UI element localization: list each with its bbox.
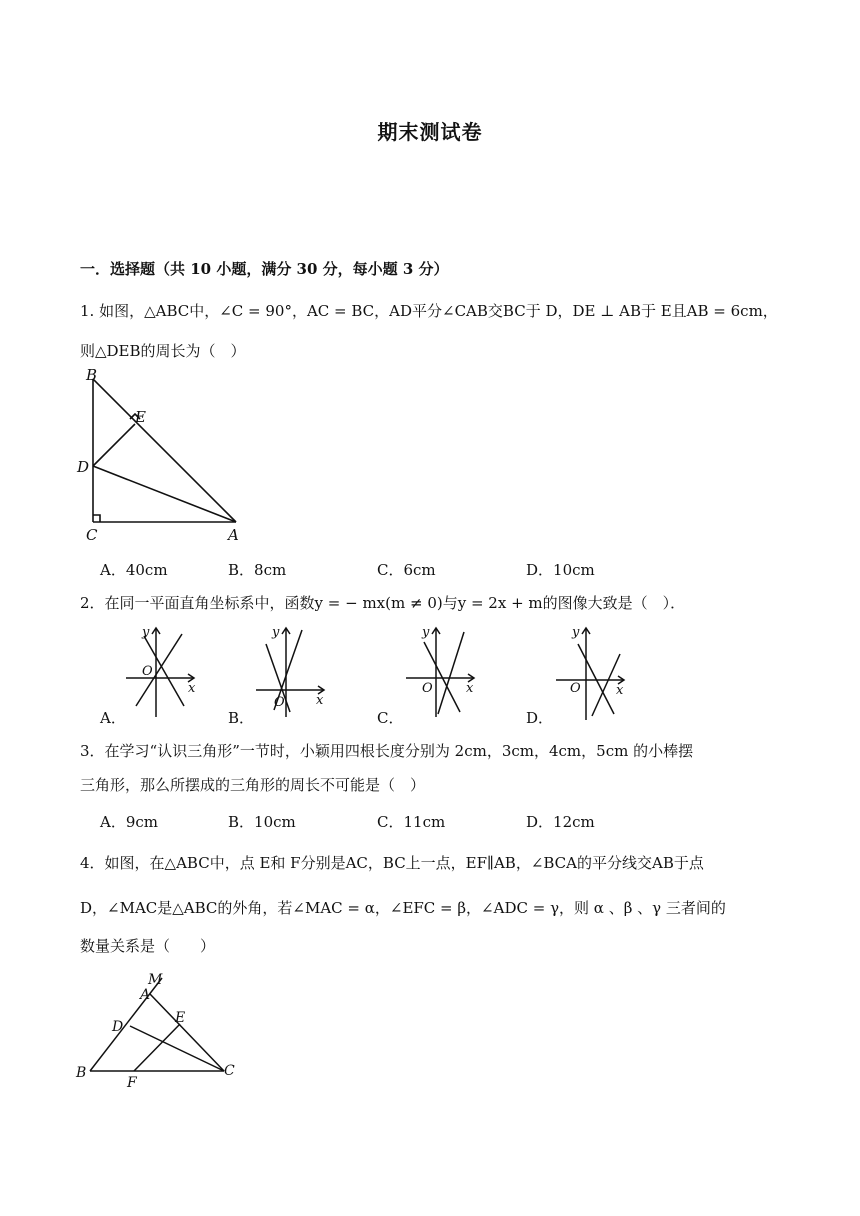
q4-label-M: M — [148, 972, 163, 988]
q1-label-B: B — [86, 366, 98, 384]
q2-option-a: A． — [100, 709, 126, 727]
q2c-origin: O — [422, 681, 433, 696]
q4-triangle-figure — [74, 966, 244, 1091]
q1-option-b: B．8cm — [228, 561, 287, 579]
q1-label-D: D — [77, 458, 90, 476]
q4-label-C: C — [224, 1063, 235, 1079]
q3-stem-line2: 三角形，那么所摆成的三角形的周长不可能是（ ） — [80, 776, 426, 794]
q3-stem-line1: 3．在学习“认识三角形”一节时，小颖用四根长度分别为 2cm，3cm，4cm，5cm 的小棒摆 — [80, 742, 694, 760]
q2-graph-d — [552, 620, 632, 720]
q2-option-c: C． — [377, 709, 404, 727]
q2d-origin: O — [570, 681, 581, 696]
q4-label-B: B — [76, 1065, 87, 1081]
q3-option-c: C．11cm — [377, 813, 446, 831]
q2-graph-c — [402, 620, 482, 720]
q2c-axis-y: y — [422, 625, 430, 640]
q1-option-a: A．40cm — [100, 561, 168, 579]
q4-stem-line3: 数量关系是（ ） — [80, 937, 216, 955]
q2d-axis-x: x — [616, 683, 624, 698]
q3-option-a: A．9cm — [100, 813, 159, 831]
section-heading: 一．选择题（共 10 小题，满分 30 分，每小题 3 分） — [80, 260, 449, 278]
page-title: 期末测试卷 — [377, 120, 483, 144]
q1-label-E: E — [135, 408, 146, 426]
q1-stem-line1: 1. 如图，△ABC中，∠C = 90°，AC = BC，AD平分∠CAB交BC于 D，DE ⊥ AB于 E且AB = 6cm， — [80, 302, 778, 320]
q2-graph-b — [252, 620, 332, 720]
q4-label-E: E — [175, 1010, 186, 1026]
q2-stem: 2．在同一平面直角坐标系中，函数y = − mx(m ≠ 0)与y = 2x + m的图像大致是（ ）． — [80, 594, 686, 612]
q4-label-A: A — [140, 987, 151, 1003]
q3-option-d: D．12cm — [526, 813, 595, 831]
q2c-axis-x: x — [466, 681, 474, 696]
q1-label-C: C — [86, 526, 98, 544]
q1-stem-line2: 则△DEB的周长为（ ） — [80, 342, 246, 360]
q2a-origin: O — [142, 664, 153, 679]
q4-stem-line2: D，∠MAC是△ABC的外角，若∠MAC = α，∠EFC = β，∠ADC = γ，则 α 、β 、γ 三者间的 — [80, 899, 726, 917]
q3-option-b: B．10cm — [228, 813, 296, 831]
q2-option-b: B． — [228, 709, 255, 727]
q1-label-A: A — [228, 526, 239, 544]
q2a-axis-y: y — [142, 625, 150, 640]
q2b-origin: O — [274, 695, 285, 710]
q2-graph-a — [122, 620, 202, 720]
q2b-axis-y: y — [272, 625, 280, 640]
q1-triangle-figure — [74, 362, 254, 547]
q1-option-c: C．6cm — [377, 561, 436, 579]
q4-stem-line1: 4．如图，在△ABC中，点 E和 F分别是AC，BC上一点，EF∥AB，∠BCA的平分线交AB于点 — [80, 854, 704, 872]
q4-label-F: F — [127, 1075, 137, 1091]
q4-label-D: D — [112, 1019, 124, 1035]
q2a-axis-x: x — [188, 681, 196, 696]
q2d-axis-y: y — [572, 625, 580, 640]
q2-option-d: D． — [526, 709, 554, 727]
q1-option-d: D．10cm — [526, 561, 595, 579]
q2b-axis-x: x — [316, 693, 324, 708]
